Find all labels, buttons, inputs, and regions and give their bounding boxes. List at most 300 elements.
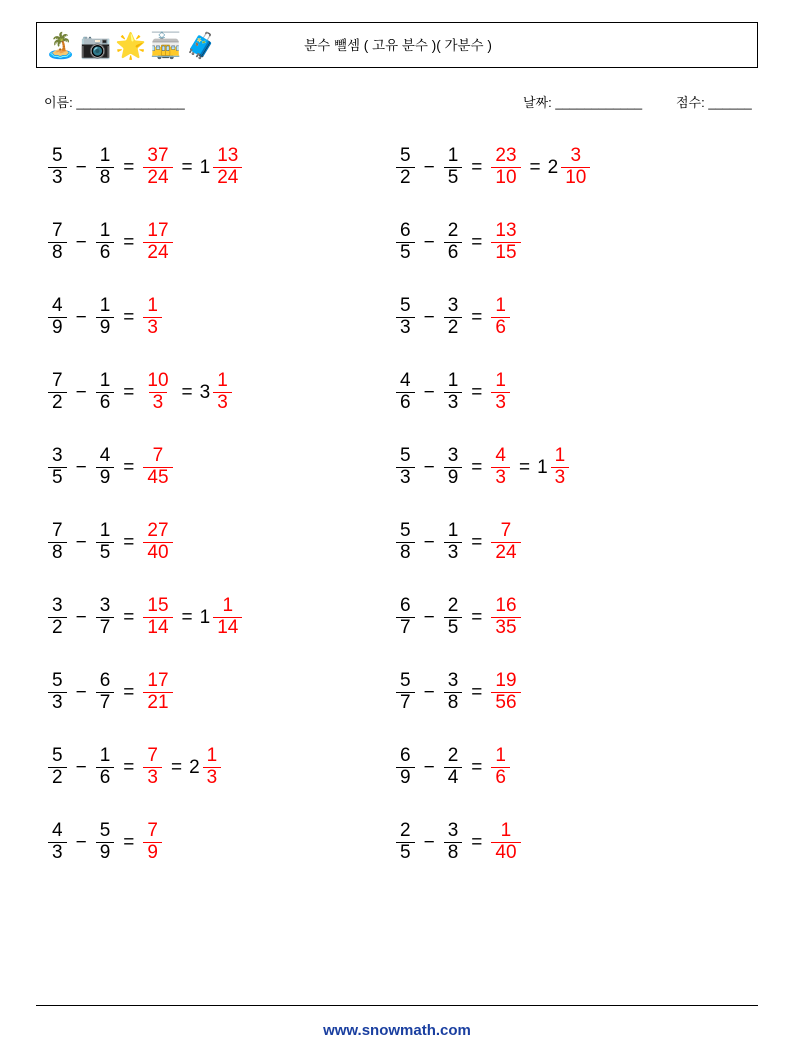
equals-sign: =	[123, 456, 135, 478]
answer	[141, 746, 164, 788]
operand-a-denominator: 5	[48, 467, 67, 489]
answer-denominator: 9	[143, 842, 162, 864]
answer-numerator: 10	[147, 370, 169, 392]
operand-b-denominator: 9	[96, 467, 115, 489]
mixed-denominator: 3	[551, 467, 570, 489]
equals-sign: =	[123, 231, 135, 253]
fraction	[48, 821, 67, 863]
answer-numerator: 1	[495, 745, 506, 767]
mixed-denominator: 3	[203, 767, 222, 789]
answer-denominator: 24	[143, 167, 172, 189]
minus-operator: −	[423, 306, 435, 328]
minus-operator: −	[423, 606, 435, 628]
operand-a-numerator: 5	[400, 670, 411, 692]
answer-denominator: 3	[143, 767, 162, 789]
answer	[489, 746, 512, 788]
minus-operator: −	[423, 381, 435, 403]
equals-sign: =	[471, 381, 483, 403]
operand-a-numerator: 5	[400, 445, 411, 467]
operand-a-numerator: 5	[400, 145, 411, 167]
fraction	[96, 821, 115, 863]
fraction	[444, 821, 463, 863]
equals-sign: =	[123, 381, 135, 403]
operand-b-numerator: 1	[99, 520, 111, 542]
operand-b-denominator: 6	[96, 242, 115, 264]
mixed-numerator: 1	[206, 745, 218, 767]
header-box	[36, 22, 758, 68]
operand-b-numerator: 3	[447, 445, 459, 467]
minus-operator: −	[75, 381, 87, 403]
operand-a-denominator: 6	[396, 392, 415, 414]
problem-row	[46, 205, 396, 280]
answer	[489, 596, 522, 638]
equals-sign: =	[471, 456, 483, 478]
problem-area	[36, 130, 758, 960]
operand-b-numerator: 3	[447, 820, 459, 842]
minus-operator: −	[423, 756, 435, 778]
fraction	[396, 371, 415, 413]
problem-row	[394, 280, 744, 355]
answer-denominator: 45	[143, 467, 172, 489]
operand-a-numerator: 5	[400, 295, 411, 317]
mixed-answer	[189, 746, 223, 788]
answer	[141, 596, 174, 638]
operand-b-denominator: 9	[444, 467, 463, 489]
mixed-whole-part: 3	[199, 381, 211, 403]
problem-row	[46, 430, 396, 505]
mixed-denominator: 14	[213, 617, 242, 639]
operand-b-numerator: 2	[447, 595, 459, 617]
equals-sign: =	[123, 831, 135, 853]
tram-icon: 🚋	[150, 32, 182, 60]
fraction	[48, 221, 67, 263]
date-field-label[interactable]: 날짜: ____________	[523, 95, 643, 110]
minus-operator: −	[75, 156, 87, 178]
operand-a-denominator: 3	[48, 692, 67, 714]
mixed-whole-part: 1	[199, 156, 211, 178]
operand-b-numerator: 1	[99, 145, 111, 167]
minus-operator: −	[423, 831, 435, 853]
problem-column-right	[394, 130, 744, 880]
operand-b-denominator: 8	[96, 167, 115, 189]
operand-a-denominator: 9	[48, 317, 67, 339]
answer-denominator: 3	[143, 317, 162, 339]
operand-b-denominator: 8	[444, 692, 463, 714]
minus-operator: −	[75, 756, 87, 778]
suitcase-icon: 🧳	[185, 32, 217, 60]
equals-sign: =	[471, 306, 483, 328]
fraction	[48, 746, 67, 788]
operand-a-numerator: 7	[52, 220, 63, 242]
operand-b-denominator: 5	[444, 617, 463, 639]
answer-numerator: 17	[147, 220, 169, 242]
fraction	[444, 596, 463, 638]
fraction	[491, 371, 510, 413]
fraction	[96, 521, 115, 563]
operand-b-numerator: 1	[447, 370, 459, 392]
operand-b-numerator: 4	[99, 445, 111, 467]
fraction	[48, 371, 67, 413]
minus-operator: −	[75, 681, 87, 703]
mixed-numerator: 1	[217, 370, 228, 392]
answer-denominator: 15	[491, 242, 520, 264]
fraction	[444, 296, 463, 338]
problem-row	[46, 730, 396, 805]
fraction	[143, 446, 172, 488]
minus-operator: −	[75, 306, 87, 328]
operand-b-numerator: 2	[447, 745, 459, 767]
minus-operator: −	[75, 831, 87, 853]
operand-b-denominator: 5	[444, 167, 463, 189]
equals-sign: =	[471, 756, 483, 778]
operand-a-denominator: 2	[48, 617, 67, 639]
operand-a-denominator: 5	[396, 842, 415, 864]
operand-a-numerator: 3	[52, 445, 63, 467]
operand-a-numerator: 7	[52, 520, 63, 542]
problem-row	[394, 730, 744, 805]
answer-denominator: 24	[143, 242, 172, 264]
mixed-whole-part: 2	[547, 156, 559, 178]
fraction	[396, 296, 415, 338]
mixed-answer	[537, 446, 571, 488]
operand-b-numerator: 2	[447, 220, 459, 242]
operand-b-denominator: 7	[96, 617, 115, 639]
fraction	[444, 746, 463, 788]
fraction	[143, 596, 172, 638]
fraction	[491, 596, 520, 638]
fraction	[396, 746, 415, 788]
fraction	[491, 221, 520, 263]
problem-row	[394, 205, 744, 280]
equals-sign: =	[123, 306, 135, 328]
equals-sign: =	[471, 606, 483, 628]
fraction	[143, 821, 162, 863]
operand-a-numerator: 5	[400, 520, 411, 542]
fraction	[444, 521, 463, 563]
fraction	[491, 146, 520, 188]
answer-denominator: 3	[491, 392, 510, 414]
operand-a-numerator: 7	[52, 370, 63, 392]
operand-a-denominator: 9	[396, 767, 415, 789]
answer-denominator: 14	[143, 617, 172, 639]
operand-b-denominator: 6	[96, 392, 115, 414]
fraction	[96, 671, 115, 713]
fraction	[96, 146, 115, 188]
answer-numerator: 7	[147, 820, 158, 842]
problem-row	[46, 805, 396, 880]
mixed-answer	[200, 596, 245, 638]
mixed-whole-part: 2	[189, 756, 200, 778]
mixed-denominator: 3	[213, 392, 232, 414]
answer	[489, 296, 512, 338]
fraction	[213, 596, 242, 638]
fraction	[96, 746, 115, 788]
minus-operator: −	[423, 456, 435, 478]
equals-sign: =	[471, 531, 483, 553]
problem-row	[394, 430, 744, 505]
operand-a-denominator: 7	[396, 692, 415, 714]
student-info-row	[36, 92, 758, 112]
operand-a-denominator: 3	[396, 317, 415, 339]
operand-b-denominator: 6	[96, 767, 115, 789]
minus-operator: −	[423, 531, 435, 553]
minus-operator: −	[423, 231, 435, 253]
answer-numerator: 37	[147, 145, 169, 167]
fraction	[396, 821, 415, 863]
fraction	[396, 671, 415, 713]
problem-column-left	[46, 130, 396, 880]
name-field-label[interactable]: 이름: _______________	[44, 95, 185, 110]
answer-denominator: 6	[491, 767, 510, 789]
operand-b-numerator: 1	[99, 745, 111, 767]
problem-row	[46, 130, 396, 205]
problem-row	[394, 805, 744, 880]
answer-numerator: 1	[495, 370, 506, 392]
problem-row	[46, 280, 396, 355]
fraction	[396, 596, 415, 638]
equals-sign: =	[123, 756, 135, 778]
operand-a-denominator: 2	[48, 392, 67, 414]
fraction	[213, 146, 242, 188]
fraction	[491, 446, 510, 488]
answer	[489, 146, 522, 188]
score-field-label[interactable]: 점수: ______	[676, 95, 752, 110]
answer-numerator: 19	[495, 670, 517, 692]
fraction	[143, 146, 172, 188]
operand-b-denominator: 4	[444, 767, 463, 789]
equals-sign-secondary: =	[181, 381, 193, 403]
answer	[141, 671, 174, 713]
operand-b-denominator: 3	[444, 542, 463, 564]
answer-numerator: 4	[495, 445, 506, 467]
operand-b-denominator: 7	[96, 692, 115, 714]
fraction	[396, 446, 415, 488]
answer-denominator: 3	[149, 392, 168, 414]
equals-sign-secondary: =	[181, 156, 193, 178]
fraction	[444, 146, 463, 188]
operand-a-denominator: 2	[48, 767, 67, 789]
answer	[489, 221, 522, 263]
answer-denominator: 10	[491, 167, 520, 189]
operand-a-denominator: 7	[396, 617, 415, 639]
answer	[141, 371, 174, 413]
problem-row	[46, 580, 396, 655]
answer	[141, 821, 164, 863]
equals-sign: =	[123, 156, 135, 178]
answer	[141, 446, 174, 488]
mixed-numerator: 1	[554, 445, 566, 467]
fraction	[96, 371, 115, 413]
equals-sign-secondary: =	[181, 606, 193, 628]
operand-a-numerator: 4	[52, 820, 63, 842]
mixed-whole-part: 1	[537, 456, 548, 478]
operand-b-numerator: 1	[99, 370, 111, 392]
equals-sign-secondary: =	[170, 756, 183, 778]
fraction	[213, 371, 232, 413]
answer	[489, 821, 522, 863]
fraction	[143, 296, 162, 338]
operand-a-denominator: 3	[396, 467, 415, 489]
fraction	[143, 746, 162, 788]
fraction	[96, 596, 115, 638]
fraction	[48, 671, 67, 713]
mixed-answer	[200, 371, 234, 413]
operand-b-denominator: 8	[444, 842, 463, 864]
operand-b-numerator: 5	[99, 820, 111, 842]
operand-a-numerator: 6	[400, 220, 411, 242]
fraction	[491, 296, 510, 338]
answer	[489, 446, 512, 488]
fraction	[444, 221, 463, 263]
fraction	[561, 146, 590, 188]
fraction	[551, 446, 570, 488]
answer	[141, 146, 174, 188]
operand-b-numerator: 1	[447, 145, 459, 167]
starfish-icon: 🌟	[115, 32, 147, 60]
palm-tree-icon: 🏝️	[45, 32, 77, 60]
answer-numerator: 7	[147, 745, 158, 767]
minus-operator: −	[75, 231, 87, 253]
fraction	[48, 296, 67, 338]
operand-b-numerator: 1	[99, 295, 111, 317]
answer-numerator: 16	[495, 595, 517, 617]
fraction	[203, 746, 222, 788]
operand-b-numerator: 3	[447, 670, 459, 692]
mixed-numerator: 3	[570, 145, 582, 167]
operand-a-denominator: 8	[396, 542, 415, 564]
camera-icon: 📷	[80, 32, 112, 60]
fraction	[444, 446, 463, 488]
operand-b-numerator: 1	[99, 220, 111, 242]
operand-b-denominator: 2	[444, 317, 463, 339]
answer	[489, 371, 512, 413]
answer-numerator: 1	[500, 820, 512, 842]
operand-b-denominator: 5	[96, 542, 115, 564]
operand-b-denominator: 9	[96, 317, 115, 339]
fraction	[48, 596, 67, 638]
worksheet-title: 분수 뺄셈 ( 고유 분수 )( 가분수 )	[304, 38, 492, 53]
operand-a-denominator: 8	[48, 542, 67, 564]
answer-numerator: 1	[495, 295, 506, 317]
equals-sign: =	[471, 681, 483, 703]
answer-denominator: 35	[491, 617, 520, 639]
mixed-numerator: 13	[217, 145, 239, 167]
mixed-whole-part: 1	[199, 606, 211, 628]
mixed-denominator: 24	[213, 167, 242, 189]
operand-b-denominator: 9	[96, 842, 115, 864]
operand-b-numerator: 1	[447, 520, 459, 542]
fraction	[96, 221, 115, 263]
answer-denominator: 40	[491, 842, 520, 864]
answer-numerator: 7	[500, 520, 512, 542]
operand-b-denominator: 3	[444, 392, 463, 414]
footer-site-label: www.snowmath.com	[323, 1022, 471, 1039]
fraction	[143, 371, 172, 413]
answer	[141, 521, 174, 563]
problem-row	[394, 355, 744, 430]
operand-a-denominator: 2	[396, 167, 415, 189]
answer-numerator: 13	[495, 220, 517, 242]
fraction	[96, 446, 115, 488]
answer-numerator: 7	[152, 445, 164, 467]
answer-denominator: 3	[491, 467, 510, 489]
equals-sign: =	[123, 606, 135, 628]
fraction	[396, 521, 415, 563]
equals-sign-secondary: =	[529, 156, 541, 178]
problem-row	[394, 655, 744, 730]
equals-sign: =	[123, 531, 135, 553]
equals-sign: =	[471, 231, 483, 253]
operand-a-denominator: 3	[48, 842, 67, 864]
operand-a-denominator: 3	[48, 167, 67, 189]
fraction	[143, 221, 172, 263]
answer-denominator: 6	[491, 317, 510, 339]
problem-row	[394, 130, 744, 205]
mixed-answer	[548, 146, 593, 188]
answer	[141, 221, 174, 263]
answer-denominator: 56	[491, 692, 520, 714]
problem-row	[394, 580, 744, 655]
fraction	[48, 521, 67, 563]
fraction	[491, 671, 520, 713]
problem-row	[46, 655, 396, 730]
fraction	[491, 746, 510, 788]
operand-a-denominator: 5	[396, 242, 415, 264]
mixed-numerator: 1	[222, 595, 234, 617]
equals-sign: =	[471, 831, 483, 853]
operand-b-numerator: 3	[99, 595, 111, 617]
fraction	[491, 521, 520, 563]
answer-numerator: 1	[147, 295, 158, 317]
operand-a-numerator: 4	[400, 370, 411, 392]
operand-a-numerator: 6	[400, 745, 411, 767]
operand-a-numerator: 3	[52, 595, 63, 617]
equals-sign: =	[471, 156, 483, 178]
problem-row	[46, 355, 396, 430]
operand-a-numerator: 4	[52, 295, 63, 317]
operand-a-numerator: 6	[400, 595, 411, 617]
problem-row	[46, 505, 396, 580]
fraction	[396, 221, 415, 263]
minus-operator: −	[423, 156, 435, 178]
problem-row	[394, 505, 744, 580]
operand-b-numerator: 6	[99, 670, 111, 692]
fraction	[444, 371, 463, 413]
fraction	[143, 671, 172, 713]
fraction	[143, 521, 172, 563]
answer-denominator: 40	[143, 542, 172, 564]
operand-a-numerator: 2	[400, 820, 411, 842]
answer-numerator: 17	[147, 670, 169, 692]
minus-operator: −	[75, 531, 87, 553]
footer-divider	[36, 1005, 758, 1006]
fraction	[96, 296, 115, 338]
answer	[489, 671, 522, 713]
mixed-denominator: 10	[561, 167, 590, 189]
mixed-answer	[200, 146, 245, 188]
fraction	[491, 821, 520, 863]
operand-b-denominator: 6	[444, 242, 463, 264]
operand-a-numerator: 5	[52, 745, 63, 767]
equals-sign-secondary: =	[518, 456, 531, 478]
operand-a-numerator: 5	[52, 145, 63, 167]
answer	[489, 521, 522, 563]
answer-numerator: 27	[147, 520, 169, 542]
minus-operator: −	[423, 681, 435, 703]
operand-b-numerator: 3	[447, 295, 459, 317]
answer-denominator: 21	[143, 692, 172, 714]
answer-denominator: 24	[491, 542, 520, 564]
